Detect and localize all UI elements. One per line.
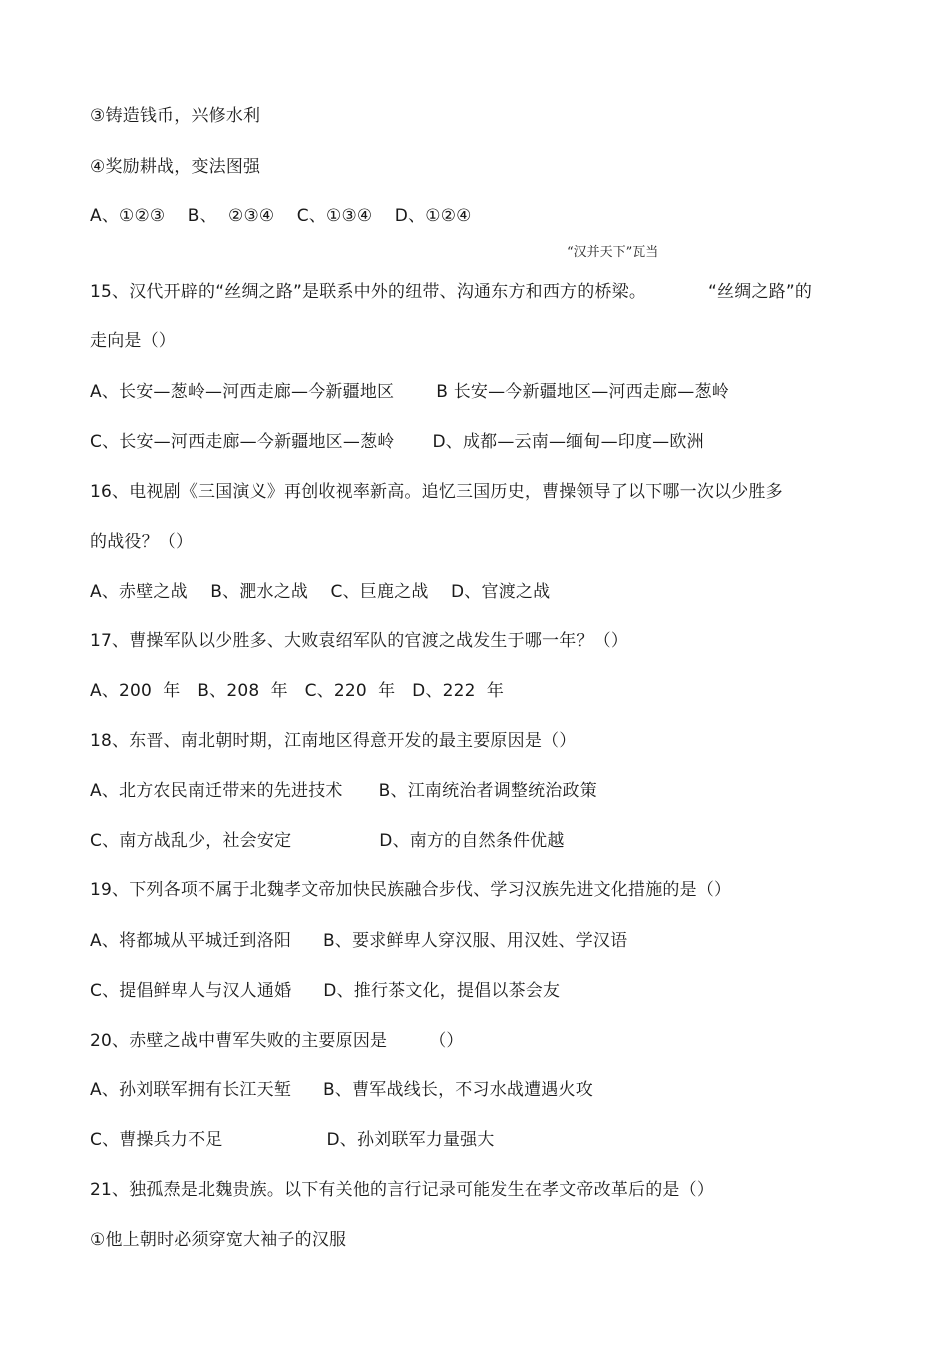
item-3-text: ③铸造钱币，兴修水利	[90, 106, 261, 126]
q16-stem: 16、电视剧《三国演义》再创收视率新高。追忆三国历史，曹操领导了以下哪一次以少胜多	[90, 482, 783, 502]
q15-option-d: D、成都—云南—缅甸—印度—欧洲	[432, 432, 704, 452]
q20-option-b: B、曹军战线长，不习水战遭遇火攻	[323, 1080, 593, 1100]
q15-options-row1	[90, 380, 729, 404]
q19-option-d: D、推行茶文化，提倡以茶会友	[323, 981, 561, 1001]
q15-options-row2	[90, 430, 704, 454]
q15-stem-cont: 走向是（）	[90, 331, 176, 351]
q15-stem-part2: “丝绸之路”的	[708, 282, 813, 302]
q19-stem: 19、下列各项不属于北魏孝文帝加快民族融合步伐、学习汉族先进文化措施的是（）	[90, 880, 732, 900]
q15-option-b: B 长安—今新疆地区—河西走廊—葱岭	[436, 382, 729, 402]
q18-option-b: B、江南统治者调整统治政策	[378, 781, 597, 801]
q21-item-1: ①他上朝时必须穿宽大袖子的汉服	[90, 1230, 347, 1250]
q18-option-c: C、南方战乱少，社会安定	[90, 831, 292, 851]
q19-option-b: B、要求鲜卑人穿汉服、用汉姓、学汉语	[323, 931, 628, 951]
q18-option-d: D、南方的自然条件优越	[379, 831, 565, 851]
item-4-text: ④奖励耕战，变法图强	[90, 157, 261, 177]
image-caption: “汉并天下”瓦当	[567, 245, 659, 260]
q14-options: A、①②③ B、 ②③④ C、①③④ D、①②④	[90, 206, 472, 226]
q18-stem: 18、东晋、南北朝时期，江南地区得意开发的最主要原因是（）	[90, 731, 577, 751]
q15-stem	[90, 280, 812, 304]
q15-option-a: A、长安—葱岭—河西走廊—今新疆地区	[90, 382, 395, 402]
q20-option-c: C、曹操兵力不足	[90, 1130, 223, 1150]
q15-stem-part1: 15、汉代开辟的“丝绸之路”是联系中外的纽带、沟通东方和西方的桥梁。	[90, 282, 647, 302]
q20-stem	[90, 1029, 464, 1053]
q15-option-c: C、长安—河西走廊—今新疆地区—葱岭	[90, 432, 395, 452]
q17-stem: 17、曹操军队以少胜多、大败袁绍军队的官渡之战发生于哪一年？（）	[90, 631, 629, 651]
q20-option-d: D、孙刘联军力量强大	[326, 1130, 495, 1150]
q19-options-row2	[90, 979, 560, 1003]
q19-option-a: A、将都城从平城迁到洛阳	[90, 931, 292, 951]
q20-options-row2	[90, 1128, 495, 1152]
q16-options: A、赤壁之战 B、淝水之战 C、巨鹿之战 D、官渡之战	[90, 582, 551, 602]
q17-options: A、200 年 B、208 年 C、220 年 D、222 年	[90, 681, 505, 701]
q21-stem: 21、独孤焘是北魏贵族。以下有关他的言行记录可能发生在孝文帝改革后的是（）	[90, 1180, 715, 1200]
q19-options-row1	[90, 929, 627, 953]
q18-options-row2	[90, 829, 565, 853]
q20-option-a: A、孙刘联军拥有长江天堑	[90, 1080, 292, 1100]
q18-options-row1	[90, 779, 597, 803]
q19-option-c: C、提倡鲜卑人与汉人通婚	[90, 981, 292, 1001]
q16-stem-cont: 的战役？（）	[90, 532, 194, 552]
q20-stem-text: 20、赤壁之战中曹军失败的主要原因是	[90, 1031, 388, 1051]
q18-option-a: A、北方农民南迁带来的先进技术	[90, 781, 343, 801]
q20-answer-blank: （）	[429, 1031, 464, 1051]
q20-options-row1	[90, 1078, 593, 1102]
